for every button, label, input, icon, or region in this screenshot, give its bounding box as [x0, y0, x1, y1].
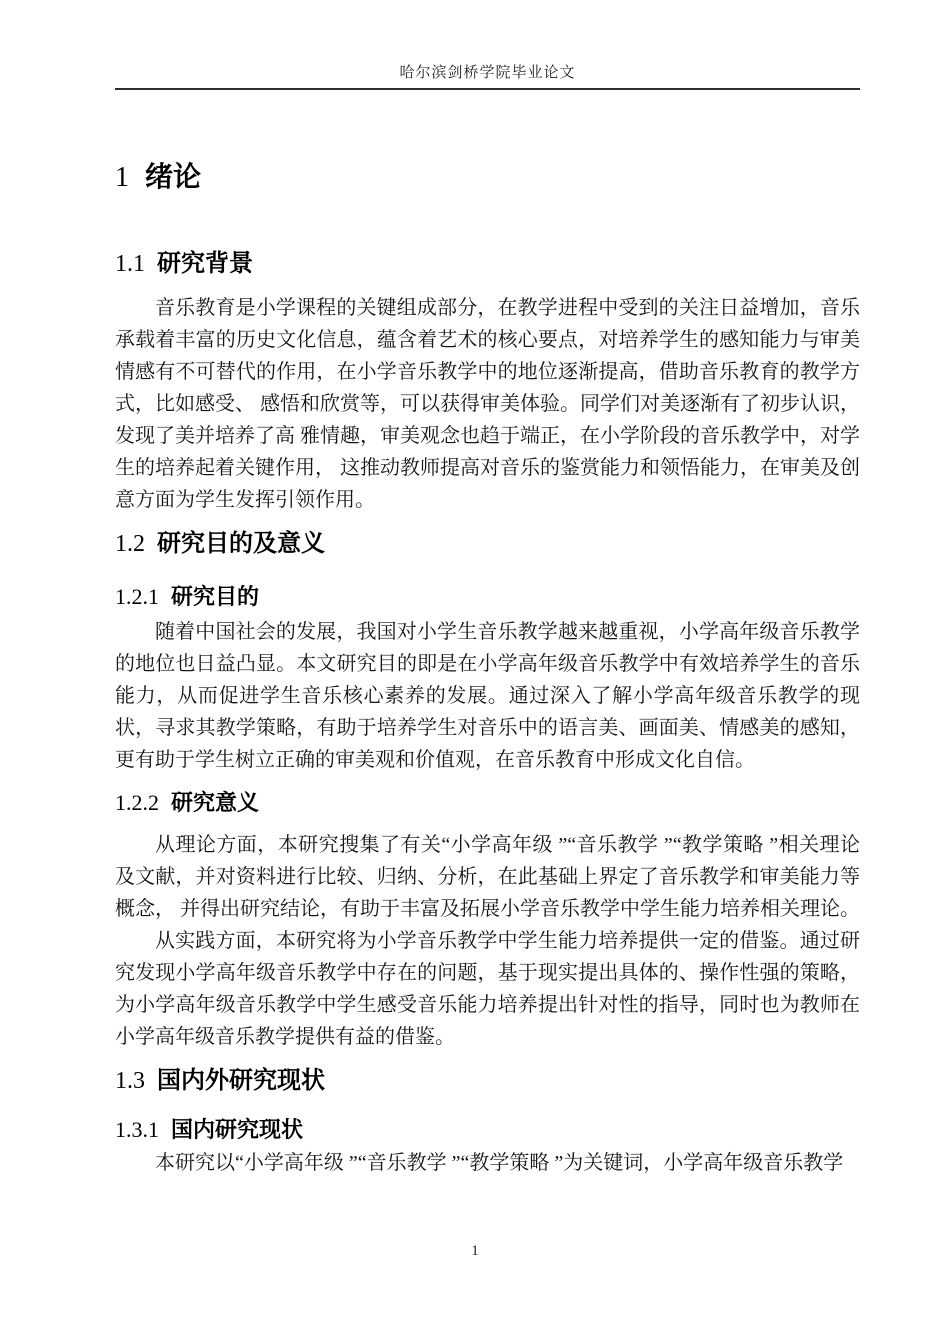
- header-rule: [115, 88, 860, 90]
- chapter-number: 1: [115, 162, 129, 193]
- section-number: 1.1: [115, 251, 145, 277]
- running-head: 哈尔滨剑桥学院毕业论文: [399, 65, 576, 81]
- section-heading-1-1: [115, 249, 860, 279]
- subsection-number: 1.2.2: [115, 790, 159, 815]
- subsection-number: 1.3.1: [115, 1117, 159, 1142]
- chapter-title: 绪论: [145, 161, 202, 192]
- section-title: 研究目的及意义: [157, 530, 325, 557]
- subsection-heading-1-2-1: [115, 583, 860, 611]
- paragraph-domestic-research-status: 本研究以“小学高年级 ”“音乐教学 ”“教学策略 ”为关键词，小学高年级音乐教学: [155, 1152, 844, 1174]
- section-heading-1-2: [115, 529, 860, 559]
- section-number: 1.3: [115, 1068, 145, 1094]
- subsection-title: 研究意义: [171, 790, 260, 815]
- paragraph-research-purpose: 随着中国社会的发展，我国对小学生音乐教学越来越重视，小学高年级音乐教学的地位也日益凸显。本文研究目的即是在小学高年级音乐教学中有效培养学生的音乐能力，从而促进学生音乐核心素养的发展。通过深入了解小学高年级音乐教学的现状，寻求其教学策略，有助于培养学生对音乐中的语言美、画面美、情感美的感知，更有助于学生树立正确的审美观和价值观，在音乐教育中形成文化自信。: [115, 621, 860, 771]
- subsection-heading-1-2-2: [115, 789, 860, 817]
- section-title: 国内外研究现状: [157, 1067, 325, 1094]
- paragraph-research-background: 音乐教育是小学课程的关键组成部分，在教学进程中受到的关注日益增加，音乐承载着丰富的历史文化信息，蕴含着艺术的核心要点，对培养学生的感知能力与审美情感有不可替代的作用，在小学音乐教学中的地位逐渐提高，借助音乐教育的教学方式，比如感受、 感悟和欣赏等，可以获得审美体验。同学们对美逐渐有了初步认识，发现了美并培养了高 雅情趣，审美观念也趋于端正，在小学阶段的音乐教学中，对学生的培养起着关键作用， 这推动教师提高对音乐的鉴赏能力和领悟能力，在审美及创意方面为学生发挥引领作用。: [115, 297, 860, 511]
- section-title: 研究背景: [157, 250, 253, 277]
- section-heading-1-3: [115, 1066, 860, 1096]
- paragraph-practical-significance: 从实践方面，本研究将为小学音乐教学中学生能力培养提供一定的借鉴。通过研究发现小学高年级音乐教学中存在的问题，基于现实提出具体的、操作性强的策略，为小学高年级音乐教学中学生感受音乐能力培养提出针对性的指导，同时也为教师在小学高年级音乐教学提供有益的借鉴。: [115, 930, 860, 1048]
- page-number: 1: [471, 1243, 479, 1259]
- section-number: 1.2: [115, 531, 145, 557]
- subsection-number: 1.2.1: [115, 584, 159, 609]
- chapter-heading: [115, 160, 860, 195]
- subsection-title: 研究目的: [171, 584, 260, 609]
- paragraph-theoretical-significance: 从理论方面，本研究搜集了有关“小学高年级 ”“音乐教学 ”“教学策略 ”相关理论 及文献，并对资料进行比较、归纳、分析，在此基础上界定了音乐教学和审美能力等概念， 并得出研究结论，有助于丰富及拓展小学音乐教学中学生能力培养相关理论。: [115, 834, 860, 920]
- subsection-heading-1-3-1: [115, 1116, 860, 1144]
- subsection-title: 国内研究现状: [171, 1117, 304, 1142]
- page-content: [115, 0, 860, 1176]
